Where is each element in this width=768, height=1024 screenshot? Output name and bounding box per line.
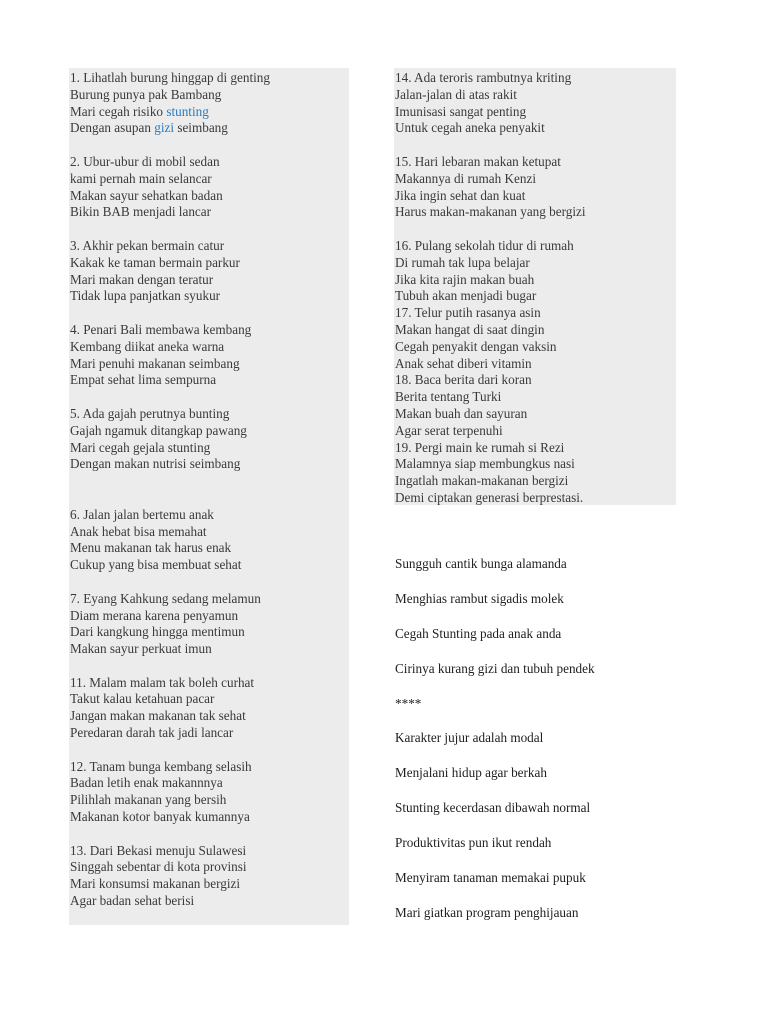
line-text: Empat sehat lima sempurna: [70, 372, 217, 388]
right-poem-panel: [394, 68, 676, 505]
poem-line: [70, 876, 347, 893]
poem-line: Jalan-jalan di atas rakit: [395, 86, 517, 102]
poem-line: Imunisasi sangat penting: [395, 103, 527, 119]
poem-line: [70, 120, 347, 137]
stanza: [395, 70, 674, 137]
verse-line: Menyiram tanaman memakai pupuk: [395, 870, 586, 886]
line-text: 13. Dari Bekasi menuju Sulawesi: [70, 842, 247, 858]
line-text: 11. Malam malam tak boleh curhat: [70, 674, 255, 690]
poem-line: Malamnya siap membungkus nasi: [395, 456, 575, 472]
line-text: Takut kalau ketahuan pacar: [70, 691, 215, 707]
line-text: Mari cegah risiko: [70, 103, 167, 119]
poem-line: Jika ingin sehat dan kuat: [395, 187, 526, 203]
stanza: [70, 591, 347, 658]
line-text: 4. Penari Bali membawa kembang: [70, 321, 252, 337]
poem-line: [70, 893, 347, 910]
line-text: Pilihlah makanan yang bersih: [70, 792, 227, 808]
poem-line: 14. Ada teroris rambutnya kriting: [395, 70, 572, 85]
poem-line: [70, 507, 347, 524]
poem-line: [70, 272, 347, 289]
poem-line: Demi ciptakan generasi berprestasi.: [395, 489, 584, 505]
line-text: Kakak ke taman bermain parkur: [70, 254, 240, 270]
stanza: [70, 406, 347, 473]
poem-line: [70, 238, 347, 255]
poem-line: [70, 456, 347, 473]
poem-line: [70, 725, 347, 742]
line-text: Menu makanan tak harus enak: [70, 540, 232, 556]
poem-line: [70, 188, 347, 205]
line-text: Mari cegah gejala stunting: [70, 439, 211, 455]
separator: ****: [395, 695, 422, 711]
poem-line: [70, 759, 347, 776]
poem-line: [70, 372, 347, 389]
line-text: Makan sayur perkuat imun: [70, 641, 212, 657]
poem-line: Makan buah dan sayuran: [395, 405, 528, 421]
line-text: Dengan makan nutrisi seimbang: [70, 456, 241, 472]
line-text: Kembang diikat aneka warna: [70, 338, 225, 354]
poem-line: [70, 255, 347, 272]
line-text: Dari kangkung hingga mentimun: [70, 624, 245, 640]
line-text: 5. Ada gajah perutnya bunting: [70, 405, 230, 421]
line-text: Singgah sebentar di kota provinsi: [70, 859, 247, 875]
poem-line: 16. Pulang sekolah tidur di rumah: [395, 237, 574, 253]
stanza: [70, 154, 347, 221]
verse-line: Stunting kecerdasan dibawah normal: [395, 800, 591, 816]
poem-line: [70, 87, 347, 104]
line-text: Peredaran darah tak jadi lancar: [70, 725, 234, 741]
line-text: 2. Ubur-ubur di mobil sedan: [70, 153, 220, 169]
poem-line: [70, 322, 347, 339]
verse-line: Cegah Stunting pada anak anda: [395, 625, 562, 641]
stanza: [70, 70, 347, 137]
poem-line: [70, 406, 347, 423]
right-free-verse: [395, 556, 695, 940]
verse-line: Cirinya kurang gizi dan tubuh pendek: [395, 660, 595, 676]
line-text: 6. Jalan jalan bertemu anak: [70, 506, 214, 522]
line-text: Makan sayur sehatkan badan: [70, 187, 223, 203]
poem-line: [70, 691, 347, 708]
line-text: 7. Eyang Kahkung sedang melamun: [70, 590, 261, 606]
poem-line: Ingatlah makan-makanan bergizi: [395, 473, 569, 489]
stanza: [70, 507, 347, 574]
verse-line: Menjalani hidup agar berkah: [395, 765, 547, 781]
poem-line: [70, 440, 347, 457]
poem-line: Agar serat terpenuhi: [395, 422, 503, 438]
line-text: Anak hebat bisa memahat: [70, 523, 207, 539]
poem-line: [70, 775, 347, 792]
poem-line: Makannya di rumah Kenzi: [395, 170, 536, 186]
poem-line: [70, 608, 347, 625]
poem-line: [70, 557, 347, 574]
poem-line: [70, 171, 347, 188]
stanza: [70, 238, 347, 305]
line-text: Agar badan sehat berisi: [70, 893, 195, 909]
line-text: Tidak lupa panjatkan syukur: [70, 288, 221, 304]
stanza: [395, 154, 674, 221]
poem-line: [70, 104, 347, 121]
poem-line: Makan hangat di saat dingin: [395, 321, 545, 337]
line-text: Gajah ngamuk ditangkap pawang: [70, 422, 247, 438]
poem-line: [70, 675, 347, 692]
poem-line: [70, 70, 347, 87]
poem-line: [70, 288, 347, 305]
poem-line: 19. Pergi main ke rumah si Rezi: [395, 439, 565, 455]
stanza: [70, 843, 347, 910]
line-text: Diam merana karena penyamun: [70, 607, 239, 623]
verse-line: Karakter jujur adalah modal: [395, 730, 544, 746]
line-text: Badan letih enak makannnya: [70, 775, 223, 791]
line-text: Dengan asupan: [70, 120, 155, 136]
poem-line: Jika kita rajin makan buah: [395, 271, 535, 287]
poem-line: [70, 339, 347, 356]
keyword-link[interactable]: gizi: [154, 120, 175, 136]
poem-line: 18. Baca berita dari koran: [395, 372, 532, 388]
stanza: [70, 759, 347, 826]
stanza: [395, 238, 674, 507]
poem-line: [70, 859, 347, 876]
line-text: 1. Lihatlah burung hinggap di genting: [70, 70, 270, 85]
poem-line: [70, 843, 347, 860]
poem-line: [70, 154, 347, 171]
line-text: kami pernah main selancar: [70, 170, 212, 186]
poem-line: [70, 524, 347, 541]
line-text: Makanan kotor banyak kumannya: [70, 809, 250, 825]
poem-line: 17. Telur putih rasanya asin: [395, 305, 541, 321]
line-text: Burung punya pak Bambang: [70, 86, 222, 102]
poem-line: [70, 204, 347, 221]
poem-line: [70, 356, 347, 373]
poem-line: [70, 423, 347, 440]
poem-line: [70, 591, 347, 608]
poem-line: Berita tentang Turki: [395, 389, 502, 405]
stanza: [70, 675, 347, 742]
left-poem-panel: [69, 68, 349, 925]
poem-line: 15. Hari lebaran makan ketupat: [395, 153, 561, 169]
line-text: 12. Tanam bunga kembang selasih: [70, 758, 252, 774]
poem-line: Cegah penyakit dengan vaksin: [395, 338, 557, 354]
poem-line: Anak sehat diberi vitamin: [395, 355, 532, 371]
poem-line: [70, 708, 347, 725]
verse-line: Produktivitas pun ikut rendah: [395, 835, 552, 851]
line-text: Jangan makan makanan tak sehat: [70, 708, 246, 724]
poem-line: Tubuh akan menjadi bugar: [395, 288, 537, 304]
stanza: [70, 322, 347, 389]
poem-line: [70, 641, 347, 658]
verse-line: Menghias rambut sigadis molek: [395, 590, 564, 606]
line-text: seimbang: [174, 120, 228, 136]
line-text: Mari penuhi makanan seimbang: [70, 355, 240, 371]
poem-line: Harus makan-makanan yang bergizi: [395, 204, 586, 220]
keyword-link[interactable]: stunting: [166, 103, 209, 119]
poem-line: [70, 624, 347, 641]
poem-line: [70, 792, 347, 809]
line-text: Cukup yang bisa membuat sehat: [70, 557, 242, 573]
poem-line: [70, 540, 347, 557]
line-text: 3. Akhir pekan bermain catur: [70, 237, 225, 253]
poem-line: [70, 809, 347, 826]
line-text: Mari konsumsi makanan bergizi: [70, 876, 241, 892]
poem-line: Di rumah tak lupa belajar: [395, 254, 530, 270]
line-text: Bikin BAB menjadi lancar: [70, 204, 212, 220]
verse-line: Sungguh cantik bunga alamanda: [395, 556, 567, 571]
verse-line: Mari giatkan program penghijauan: [395, 904, 579, 920]
line-text: Mari makan dengan teratur: [70, 271, 214, 287]
poem-line: Untuk cegah aneka penyakit: [395, 120, 545, 136]
